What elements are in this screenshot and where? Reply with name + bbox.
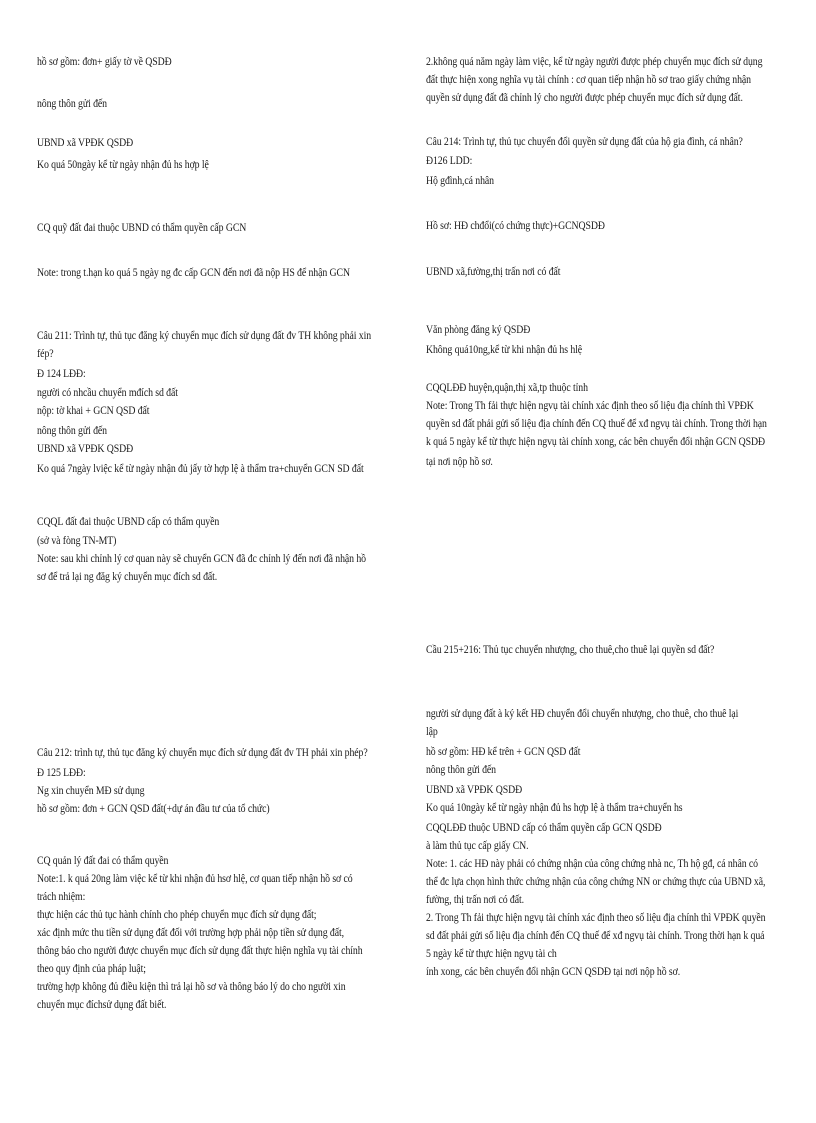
right-text-line: ính xong, các bên chuyển đổi nhận GCN QSDĐ tại nơi nộp hồ sơ. xyxy=(426,966,681,978)
left-text-line: Ko quá 50ngày kể từ ngày nhận đủ hs hợp lệ xyxy=(37,159,209,171)
right-text-line: Hồ sơ: HĐ chđổi(có chứng thực)+GCNQSDĐ xyxy=(426,220,605,232)
right-text-line: 2.không quá năm ngày làm việc, kể từ ngày người được phép chuyển mục đích sử dụng xyxy=(426,56,763,68)
left-text-line: xác định mức thu tiền sử dụng đất đối với trường hợp phải nộp tiền sử dụng đất, xyxy=(37,927,344,939)
right-text-line: Ko quá 10ngày kể từ ngày nhận đủ hs hợp lệ à thẩm tra+chuyển hs xyxy=(426,802,683,814)
left-text-line: Ko quá 7ngày lviệc kể từ ngày nhận đủ jấy tờ hợp lệ à thẩm tra+chuyển GCN SD đất xyxy=(37,463,364,475)
right-text-line: Note: 1. các HĐ này phải có chứng nhận của công chứng nhà nc, Th hộ gđ, cá nhân có xyxy=(426,858,758,870)
left-text-line: trách nhiệm: xyxy=(37,891,86,903)
right-text-line: UBND xã VPĐK QSDĐ xyxy=(426,784,523,796)
right-text-line: quyền sử dụng đất đã chỉnh lý cho người được phép chuyển mục đích sử dụng đất. xyxy=(426,92,743,104)
left-text-line: nộp: tờ khai + GCN QSD đất xyxy=(37,405,150,417)
right-text-line: 2. Trong Th fải thực hiện ngvụ tài chính xác định theo số liệu địa chính thì VPĐK quyền xyxy=(426,912,766,924)
right-text-line: à làm thủ tục cấp giấy CN. xyxy=(426,840,529,852)
right-text-line: tại nơi nộp hồ sơ. xyxy=(426,456,493,468)
left-text-line: (sở và fòng TN-MT) xyxy=(37,535,117,547)
right-text-line: UBND xã,fường,thị trấn nơi có đất xyxy=(426,266,561,278)
left-text-line: trường hợp không đủ điều kiện thì trả lại hồ sơ và thông báo lý do cho người xin xyxy=(37,981,346,993)
left-text-line: thực hiện các thủ tục hành chính cho phép chuyển mục đích sử dụng đất; xyxy=(37,909,317,921)
left-text-line: thông báo cho người được chuyển mục đích sử dụng đất thực hiện nghĩa vụ tài chính xyxy=(37,945,363,957)
left-text-line: Đ 124 LĐĐ: xyxy=(37,368,86,380)
left-text-line: CQ quỹ đất đai thuộc UBND có thẩm quyền cấp GCN xyxy=(37,222,247,234)
left-text-line: fép? xyxy=(37,348,54,360)
right-text-line: Hộ gđình,cá nhân xyxy=(426,175,495,187)
right-text-line: quyền sd đất phải gửi số liệu địa chính đến CQ thuế để xđ ngvụ tài chính. Trong thời hạn xyxy=(426,418,767,430)
left-text-line: Câu 211: Trình tự, thủ tục đăng ký chuyển mục đích sử dụng đất đv TH không phải xin xyxy=(37,330,372,342)
left-text-line: nông thôn gửi đến xyxy=(37,98,107,110)
left-text-line: Đ 125 LĐĐ: xyxy=(37,767,86,779)
right-text-line: hồ sơ gồm: HĐ kể trên + GCN QSD đất xyxy=(426,746,581,758)
right-text-line: Note: Trong Th fải thực hiện ngvụ tài chính xác định theo số liệu địa chính thì VPĐK xyxy=(426,400,754,412)
right-text-line: k quá 5 ngày kể từ thực hiện ngvụ tài chính xong, các bên chuyển đổi nhận GCN QSDĐ xyxy=(426,436,766,448)
left-text-line: nông thôn gửi đến xyxy=(37,425,107,437)
left-text-line: Note:1. k quá 20ng làm việc kể từ khi nhận đủ hsơ hlệ, cơ quan tiếp nhận hồ sơ có xyxy=(37,873,353,885)
left-text-line: người có nhcầu chuyển mđích sd đất xyxy=(37,387,178,399)
right-text-line: lập xyxy=(426,726,438,738)
right-text-line: Cầu 215+216: Thủ tục chuyển nhượng, cho thuê,cho thuê lại quyền sd đất? xyxy=(426,644,715,656)
right-text-line: nông thôn gửi đến xyxy=(426,764,496,776)
left-text-line: Ng xin chuyển MĐ sử dụng xyxy=(37,785,145,797)
left-text-line: CQ quản lý đất đai có thẩm quyền xyxy=(37,855,169,867)
right-text-line: người sử dụng đất à ký kết HĐ chuyển đổi chuyển nhượng, cho thuê, cho thuê lại xyxy=(426,708,739,720)
left-text-line: hồ sơ gồm: đơn+ giấy tờ về QSDĐ xyxy=(37,56,172,68)
left-text-line: chuyển mục đíchsử dụng đất biết. xyxy=(37,999,167,1011)
right-text-line: Câu 214: Trình tự, thủ tục chuyển đổi quyền sử dụng đất của hộ gia đình, cá nhân? xyxy=(426,136,743,148)
left-text-line: Note: sau khi chỉnh lý cơ quan này sẽ chuyển GCN đã đc chỉnh lý đến nơi đã nhận hồ xyxy=(37,553,366,565)
right-text-line: thể đc lựa chọn hình thức chứng nhận của công chứng NN or chứng thực của UBND xã, xyxy=(426,876,766,888)
left-text-line: CQQL đất đai thuộc UBND cấp có thẩm quyền xyxy=(37,516,220,528)
left-text-line: Câu 212: trình tự, thủ tục đăng ký chuyển mục đích sử dụng đất đv TH phải xin phép? xyxy=(37,747,368,759)
right-text-line: 5 ngày kể từ thực hiện ngvụ tài ch xyxy=(426,948,557,960)
left-text-line: Note: trong t.hạn ko quá 5 ngày ng đc cấp GCN đến nơi đã nộp HS để nhận GCN xyxy=(37,267,350,279)
right-text-line: Văn phòng đăng ký QSDĐ xyxy=(426,324,531,336)
right-text-line: sd đất phải gửi số liệu địa chính đến CQ thuế để xđ ngvụ tài chính. Trong thời hạn k quá xyxy=(426,930,765,942)
left-text-line: UBND xã VPĐK QSDĐ xyxy=(37,443,134,455)
right-text-line: Đ126 LDD: xyxy=(426,155,473,167)
right-text-line: fường, thị trấn nơi có đất. xyxy=(426,894,524,906)
right-text-line: CQQLĐĐ thuộc UBND cấp có thẩm quyền cấp GCN QSDĐ xyxy=(426,822,662,834)
left-text-line: UBND xã VPĐK QSDĐ xyxy=(37,137,134,149)
left-text-line: sơ để trả lại ng đăg ký chuyển mục đích sd đất. xyxy=(37,571,218,583)
right-text-line: đất thực hiện xong nghĩa vụ tài chính : cơ quan tiếp nhận hồ sơ trao giấy chứng nhận xyxy=(426,74,751,86)
left-text-line: hồ sơ gồm: đơn + GCN QSD đất(+dự án đầu tư của tổ chức) xyxy=(37,803,270,815)
right-text-line: Không quá10ng,kể từ khi nhận đủ hs hlệ xyxy=(426,344,583,356)
left-text-line: theo quy định của pháp luật; xyxy=(37,963,146,975)
right-text-line: CQQLĐĐ huyện,quận,thị xã,tp thuộc tỉnh xyxy=(426,382,588,394)
